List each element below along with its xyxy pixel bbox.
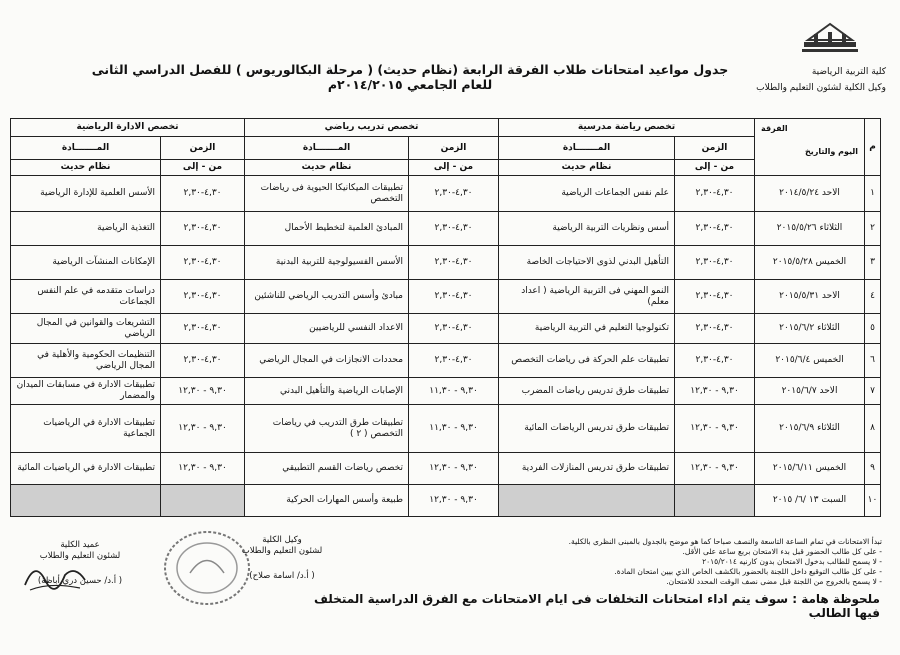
subject-cell (499, 485, 675, 517)
time-cell: ٤,٣٠-٢,٣٠ (161, 280, 245, 314)
subject-cell: مبادئ وأسس التدريب الرياضي للناشئين (245, 280, 409, 314)
college-name: كلية التربية الرياضية (811, 67, 886, 77)
dean-title: عميد الكلية (60, 540, 100, 550)
num-header: م (865, 119, 881, 176)
time-cell: ٤,٣٠-٢,٣٠ (675, 314, 755, 344)
row-num: ٥ (865, 314, 881, 344)
row-num: ٣ (865, 246, 881, 280)
time-cell (675, 485, 755, 517)
time-cell: ٤,٣٠-٢,٣٠ (409, 246, 499, 280)
table-row (11, 280, 881, 314)
subject-cell: تطبيقات طرق تدريس رياضات المضرب (499, 378, 675, 405)
spec-school: تخصص رياضة مدرسية (499, 119, 755, 137)
row-num: ٩ (865, 453, 881, 485)
subject-cell: علم نفس الجماعات الرياضية (499, 176, 675, 212)
time-cell: ٩,٣٠ - ١٢,٣٠ (675, 453, 755, 485)
corner-bottom: اليوم والتاريخ (804, 147, 859, 156)
table-row (11, 453, 881, 485)
col-subject: المـــــــادة (11, 137, 161, 160)
subject-cell: تطبيقات طرق تدريس المنازلات الفردية (499, 453, 675, 485)
time-cell: ٩,٣٠ - ١٢,٣٠ (675, 405, 755, 453)
sub-time: من - إلى (161, 160, 245, 176)
col-time: الزمن (161, 137, 245, 160)
row-day: الثلاثاء ٢٠١٥/٦/٢ (755, 314, 865, 344)
schedule-title: جدول مواعيد امتحانات طلاب الفرقة الرابعة (نظام حديث) ( مرحلة البكالوريوس ) للفصل الدراسي الثانى للعام الجامعي ٢٠١٤/٢٠١٥م (91, 62, 729, 92)
time-cell: ٩,٣٠ - ١٢,٣٠ (161, 378, 245, 405)
exam-notes (362, 537, 882, 587)
subject-cell: تطبيقات الادارة في الرياضيات المائية (11, 453, 161, 485)
dean-sub: لشئون التعليم والطلاب (39, 551, 121, 561)
subject-cell: التأهيل البدني لذوى الاحتياجات الخاصة (499, 246, 675, 280)
time-cell: ٩,٣٠ - ١١,٣٠ (409, 378, 499, 405)
sub-time: من - إلى (675, 160, 755, 176)
subject-cell: تطبيقات الادارة في الرياضيات الجماعية (11, 405, 161, 453)
table-row (11, 344, 881, 378)
time-cell: ٩,٣٠ - ١٢,٣٠ (161, 453, 245, 485)
row-day: الثلاثاء ٢٠١٥/٥/٢٦ (755, 212, 865, 246)
corner-top: الفرقة (761, 124, 788, 133)
corner-header (755, 119, 865, 176)
vice-dean-signature-block (232, 535, 332, 582)
subject-cell (11, 485, 161, 517)
row-day: الخميس ٢٠١٥/٦/١١ (755, 453, 865, 485)
note-line: - على كل طالب التوقيع داخل اللجنة بالحضور بالكشف الخاص الذي بيين امتحان المادة. (614, 567, 882, 576)
time-cell: ٩,٣٠ - ١١,٣٠ (409, 405, 499, 453)
subject-cell: تخصص رياضات القسم التطبيقي (245, 453, 409, 485)
row-num: ١٠ (865, 485, 881, 517)
note-line: تبدأ الامتحانات في تمام الساعة التاسعة والنصف صباحا كما هو موضح بالجدول بالمبنى النظرى بالكلية. (568, 537, 882, 546)
subject-cell: التغذية الرياضية (11, 212, 161, 246)
subject-cell: الأسس العلمية للإدارة الرياضية (11, 176, 161, 212)
row-day: الاحد ٢٠١٥/٥/٣١ (755, 280, 865, 314)
subject-cell: تكنولوجيا التعليم في التربية الرياضية (499, 314, 675, 344)
row-num: ٧ (865, 378, 881, 405)
time-cell (161, 485, 245, 517)
time-cell: ٤,٣٠-٢,٣٠ (409, 280, 499, 314)
row-day: الاحد ٢٠١٤/٥/٢٤ (755, 176, 865, 212)
row-day: الخميس ٢٠١٥/٥/٢٨ (755, 246, 865, 280)
university-logo (800, 20, 860, 56)
exam-schedule-table (10, 118, 881, 517)
time-cell: ٤,٣٠-٢,٣٠ (161, 314, 245, 344)
table-row (11, 485, 881, 517)
spec-admin: تخصص الادارة الرياضية (11, 119, 245, 137)
time-cell: ٤,٣٠-٢,٣٠ (161, 246, 245, 280)
table-row (11, 246, 881, 280)
subject-cell: تطبيقات طرق تدريس الرياضات المائية (499, 405, 675, 453)
note-line: - لا يسمح للطالب بدخول الامتحان بدون كارنيه ٢٠١٥/٢٠١٤ (702, 557, 882, 566)
subject-cell: محددات الانجازات في المجال الرياضي (245, 344, 409, 378)
subject-cell: المبادئ العلمية لتخطيط الأحمال (245, 212, 409, 246)
table-row (11, 314, 881, 344)
vice-dean-name: ( أ.د/ اسامة صلاح) (249, 571, 315, 581)
row-day: السبت ١٣ /٦/ ٢٠١٥ (755, 485, 865, 517)
col-time: الزمن (409, 137, 499, 160)
sub-subject: نظام حديث (499, 160, 675, 176)
subject-cell: الإمكانات المنشآت الرياضية (11, 246, 161, 280)
subject-cell: التنظيمات الحكومية والأهلية في المجال الرياضي (11, 344, 161, 378)
subject-cell: الإصابات الرياضية والتأهيل البدني (245, 378, 409, 405)
vice-dean-office: وكيل الكلية لشئون التعليم والطلاب (756, 83, 886, 93)
time-cell: ٩,٣٠ - ١٢,٣٠ (409, 485, 499, 517)
subject-cell: التشريعات والقوانين في المجال الرياضي (11, 314, 161, 344)
time-cell: ٤,٣٠-٢,٣٠ (409, 176, 499, 212)
subject-cell: أسس ونظريات التربية الرياضية (499, 212, 675, 246)
sub-subject: نظام حديث (11, 160, 161, 176)
spec-training: تخصص تدريب رياضي (245, 119, 499, 137)
row-day: الثلاثاء ٢٠١٥/٦/٩ (755, 405, 865, 453)
time-cell: ٤,٣٠-٢,٣٠ (675, 280, 755, 314)
col-time: الزمن (675, 137, 755, 160)
important-note: ملحوظة هامة : سوف يتم اداء امتحانات التخلفات فى ايام الامتحانات مع الفرق الدراسية المتخلف فيها الطالب (314, 592, 880, 620)
vice-dean-sub: لشئون التعليم والطلاب (241, 546, 323, 556)
subject-cell: تطبيقات علم الحركة فى رياضات التخصص (499, 344, 675, 378)
subject-cell: دراسات متقدمه في علم النفس الجماعات (11, 280, 161, 314)
table-row (11, 405, 881, 453)
row-num: ٤ (865, 280, 881, 314)
time-cell: ٩,٣٠ - ١٢,٣٠ (675, 378, 755, 405)
sub-subject: نظام حديث (245, 160, 409, 176)
table-row (11, 176, 881, 212)
note-line: - لا يسمح بالخروج من اللجنة قبل مضى نصف الوقت المحدد للامتحان. (666, 577, 882, 586)
time-cell: ٤,٣٠-٢,٣٠ (675, 212, 755, 246)
note-line: - على كل طالب الحضور قبل بدء الامتحان بربع ساعة على الأقل. (682, 547, 882, 556)
subject-cell: النمو المهني فى التربية الرياضية ( اعداد معلم) (499, 280, 675, 314)
table-row (11, 212, 881, 246)
dean-name: ( أ.د/ حسين دري أباظة) (37, 576, 123, 586)
col-subject: المـــــــادة (245, 137, 409, 160)
subject-cell: الأسس الفسيولوجية للتربية البدنية (245, 246, 409, 280)
time-cell: ٩,٣٠ - ١٢,٣٠ (409, 453, 499, 485)
subject-cell: طبيعة وأسس المهارات الحركية (245, 485, 409, 517)
table-row (11, 378, 881, 405)
row-day: الخميس ٢٠١٥/٦/٤ (755, 344, 865, 378)
row-num: ٦ (865, 344, 881, 378)
time-cell: ٤,٣٠-٢,٣٠ (675, 246, 755, 280)
subject-cell: تطبيقات الميكانيكا الحيوية فى رياضات التخصص (245, 176, 409, 212)
subject-cell: تطبيقات طرق التدريب في رياضات التخصص ( ٢ ) (245, 405, 409, 453)
time-cell: ٤,٣٠-٢,٣٠ (409, 344, 499, 378)
row-num: ٢ (865, 212, 881, 246)
row-day: الاحد ٢٠١٥/٦/٧ (755, 378, 865, 405)
col-subject: المـــــــادة (499, 137, 675, 160)
row-num: ٨ (865, 405, 881, 453)
vice-dean-title: وكيل الكلية (262, 535, 302, 545)
subject-cell: تطبيقات الادارة في مسابقات الميدان والمضمار (11, 378, 161, 405)
time-cell: ٤,٣٠-٢,٣٠ (161, 212, 245, 246)
time-cell: ٤,٣٠-٢,٣٠ (409, 314, 499, 344)
college-header (756, 64, 886, 96)
time-cell: ٤,٣٠-٢,٣٠ (675, 344, 755, 378)
time-cell: ٩,٣٠ - ١٢,٣٠ (161, 405, 245, 453)
sub-time: من - إلى (409, 160, 499, 176)
time-cell: ٤,٣٠-٢,٣٠ (409, 212, 499, 246)
subject-cell: الاعداد النفسي للرياضيين (245, 314, 409, 344)
time-cell: ٤,٣٠-٢,٣٠ (161, 344, 245, 378)
row-num: ١ (865, 176, 881, 212)
time-cell: ٤,٣٠-٢,٣٠ (675, 176, 755, 212)
handwritten-signature (20, 550, 90, 600)
time-cell: ٤,٣٠-٢,٣٠ (161, 176, 245, 212)
